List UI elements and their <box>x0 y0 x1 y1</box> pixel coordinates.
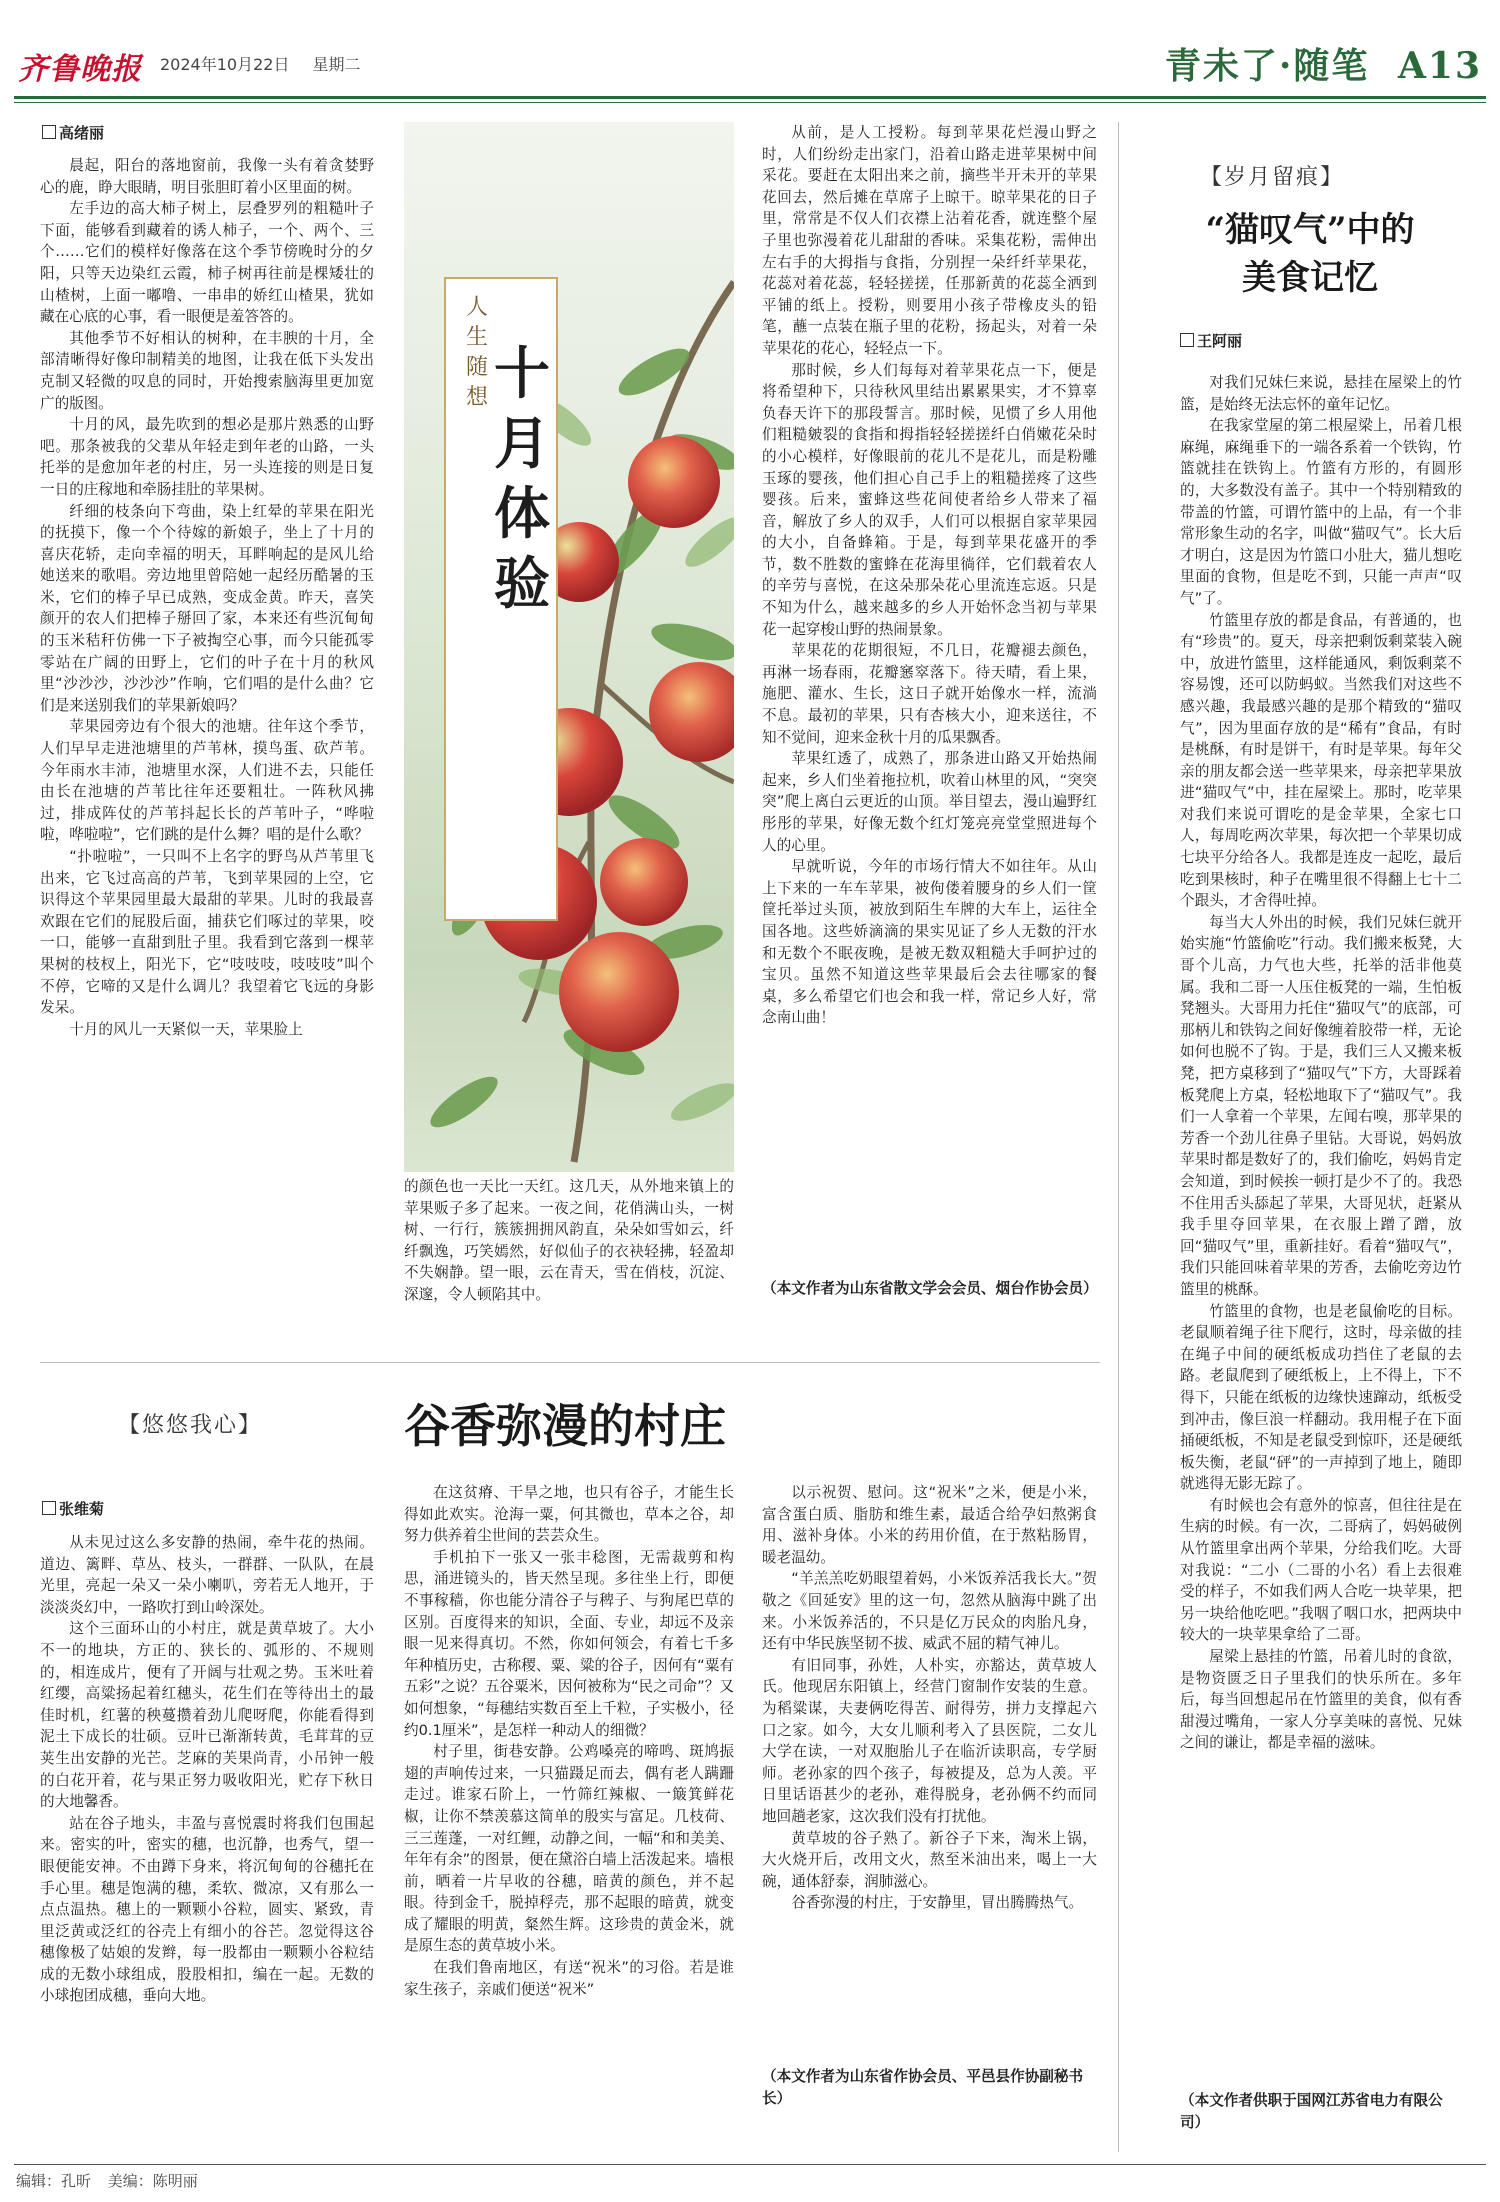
paragraph: 从未见过这么多安静的热闹，牵牛花的热闹。道边、篱畔、草丛、枝头，一群群、一队队，在晨光里，亮起一朵又一朵小喇叭，旁若无人地开，于淡淡炎幻中，一路吹打到山岭深处。 <box>40 1534 374 1616</box>
article3-title: 谷香弥漫的村庄 <box>404 1399 726 1453</box>
paragraph: 十月的风儿一天紧似一天，苹果脸上 <box>69 1020 303 1038</box>
paragraph: 竹篮里存放的都是食品，有普通的，也有“珍贵”的。夏天，母亲把剩饭剩菜装入碗中，放进竹篮里，这样能通风，剩饭剩菜不容易馊，还可以防蚂蚁。当然我们对这些不感兴趣，我最感兴趣的是那个精致的“猫叹气”，因为里面存放的是“稀有”食品，有时是桃酥，有时是饼干，有时是苹果。每年父亲的朋友都会送一些苹果来，母亲把苹果放进“猫叹气”中，挂在屋梁上。那时，吃苹果对我们来说可谓吃的是金苹果，全家七口人，每周吃两次苹果，每次把一个苹果切成七块平分给各人。我都是连皮一起吃，最后吃到果核时，种子在嘴里很不得翻上七十二个跟头，才舍得吐掉。 <box>1180 611 1462 910</box>
article2-author-name: 王阿丽 <box>1197 332 1243 350</box>
editor-credit: 编辑：孔昕 <box>16 2172 92 2190</box>
paragraph: 手机拍下一张又一张丰稔图，无需裁剪和构思，涌进镜头的，皆天然呈现。多往坐上行，即便不事稼穑，你也能分清谷子与稗子、与狗尾巴草的区别。百度得来的知识，全面、专业，却远不及亲眼一见来得真切。不然，你如何领会，有着七千多年种植历史，古称稷、粟、粱的谷子，因何有“粟有五彩”之说？五谷粟米，因何被称为“民之司命”？又如何想象，“每穗结实数百至上千粒，子实极小，径约0.1厘米”，是怎样一种动人的细微？ <box>404 1548 734 1739</box>
section-divider <box>40 1362 1100 1363</box>
paragraph: 早就听说，今年的市场行情大不如往年。从山上下来的一车车苹果，被佝偻着腰身的乡人们一筐筐托举过头顶，被放到陌生车牌的大车上，运往全国各地。这些娇滴滴的果实见证了乡人无数的汗水和无数个不眠夜晚，是被无数双粗糙大手呵护过的宝贝。虽然不知道这些苹果最后会去往哪家的餐桌，多么希望它们也会和我一样，常记乡人好，常念南山曲！ <box>762 858 1097 1027</box>
paragraph: 那时候，乡人们每每对着苹果花点一下，便是将希望种下，只待秋风里结出累累果实，才不算辜负春天许下的那段誓言。那时候，见惯了乡人用他们粗糙皴裂的食指和拇指轻轻搓搓纤白俏嫩花朵时的小心模样，好像眼前的花儿不是花儿，而是粉雕玉琢的婴孩，他们担心自己手上的粗糙搓疼了这些婴孩。后来，蜜蜂这些花间使者给乡人带来了福音，解放了乡人的双手，人们可以根据自家苹果园的大小，自备蜂箱。于是，每到苹果花盛开的季节，数不胜数的蜜蜂在花海里徜徉，它们载着农人的辛劳与喜悦，在这朵那朵花心里流连忘返。只是不知为什么，越来越多的乡人开始怀念当初与苹果花一起穿梭山野的热闹景象。 <box>762 361 1097 638</box>
paragraph: 晨起，阳台的落地窗前，我像一头有着贪婪野心的鹿，睁大眼睛，明目张胆盯着小区里面的树。 <box>40 157 374 196</box>
article1-author-note: （本文作者为山东省散文学会会员、烟台作协会员） <box>762 1280 1098 1297</box>
paragraph: 的颜色也一天比一天红。这几天，从外地来镇上的苹果贩子多了起来。一夜之间，花俏满山头，一树树、一行行，簇簇拥拥风韵直，朵朵如雪如云，纤纤飘逸，巧笑嫣然，好似仙子的衣袂轻拂，轻盈却不失娴静。望一眼，云在青天，雪在俏枝，沉淀、深邃，令人顿陷其中。 <box>404 1178 734 1303</box>
article3-kicker-text: 悠悠我心 <box>142 1413 239 1438</box>
designer-credit: 美编：陈明丽 <box>107 2172 198 2190</box>
article1-author-name: 高绪丽 <box>59 124 105 142</box>
page-footer <box>16 2170 210 2191</box>
byline-box-icon <box>42 1501 56 1515</box>
paragraph: 黄草坡的谷子熟了。新谷子下来，淘米上锅，大火烧开后，改用文火，熬至米油出来，喝上一大碗，通体舒泰，润肺滋心。 <box>762 1829 1097 1890</box>
paragraph: 其他季节不好相认的树种，在丰腴的十月，全部清晰得好像印制精美的地图，让我在低下头发出克制又轻微的叹息的同时，开始搜索脑海里更加宽广的版图。 <box>40 329 374 412</box>
article3-kicker: 【悠悠我心】 <box>118 1413 263 1438</box>
weekday-text: 星期二 <box>312 55 361 74</box>
paragraph: 站在谷子地头，丰盈与喜悦震时将我们包围起来。密实的叶，密实的穗，也沉静，也秀气，望一眼便能安神。不由蹲下身来，将沉甸甸的谷穗托在手心里。穗是饱满的穗，柔软、微凉，又有那么一点点温热。穗上的一颗颗小谷粒，圆实、紧致，青里泛黄或泛红的谷壳上有细小的谷芒。忽觉得这谷穗像极了姑娘的发辫，每一股都由一颗颗小谷粒结成的无数小球组成，股股相扣，编在一起。无数的小球抱团成穗，垂向大地。 <box>40 1814 374 2005</box>
apple-photo <box>404 122 734 1172</box>
article2-kicker-text: 岁月留痕 <box>1224 165 1321 190</box>
article1-column-1 <box>40 155 374 1335</box>
paragraph: 左手边的高大柿子树上，层叠罗列的粗糙叶子下面，能够看到藏着的诱人柿子，一个、两个、三个……它们的模样好像落在这个季节傍晚时分的夕阳，只等天边染红云霞，柿子树再往前是棵矮壮的山楂树，上面一嘟噜、一串串的娇红山楂果，犹如藏在心底的心事，看一眼便是羞答答的。 <box>40 200 374 326</box>
article2-title-line-1: “猫叹气”中的 <box>1205 210 1415 250</box>
paragraph: 村子里，街巷安静。公鸡嗓亮的啼鸣、斑鸠振翅的声响传过来，一只猫蹑足而去，偶有老人蹒跚走过。谁家石阶上，一竹筛红辣椒、一簸箕鲜花椒，让你不禁羡慕这简单的殷实与富足。几枝荷、三三莲蓬，一对红鲤，动静之间，一幅“和和美美、年年有余”的图景，便在黛浴白墙上活泼起来。墙根前，晒着一片早收的谷穗，暗黄的颜色，并不起眼。待到金千，脱掉稃壳，那不起眼的暗黄，就变成了耀眼的明黄，粲然生辉。这珍贵的黄金米，就是原生态的黄草坡小米。 <box>404 1743 734 1955</box>
date-text: 2024年10月22日 <box>160 55 290 74</box>
paragraph: 每当大人外出的时候，我们兄妹仨就开始实施“竹篮偷吃”行动。我们搬来板凳，大哥个儿高，力气也大些，托举的活非他莫属。我和二哥一人压住板凳的一端，生怕板凳翘头。大哥用力托住“猫叹气”的底部，可那柄儿和铁钩之间好像缠着胶带一样，无论如何也脱不了钩。于是，我们三人又搬来板凳，把方桌移到了“猫叹气”下方，大哥踩着板凳爬上方桌，轻松地取下了“猫叹气”。我们一人拿着一个苹果，左闻右嗅，那苹果的芳香一个劲儿往鼻子里钻。大哥说，妈妈放苹果时都是数好了的，我们偷吃，妈妈肯定会知道，到时候挨一顿打是少不了的。我恐不住用舌头舔起了苹果，大哥见状，赶紧从我手里夺回苹果，在衣服上蹭了蹭，放回“猫叹气”里，重新挂好。看着“猫叹气”，我们只能回味着苹果的芳香，去偷吃旁边竹篮里的桃酥。 <box>1180 913 1462 1298</box>
article1-title: 十月体验 <box>494 341 550 617</box>
page-number: A13 <box>1397 45 1482 87</box>
paragraph: 屋梁上悬挂的竹篮，吊着儿时的食欲，是物资匮乏日子里我们的快乐所在。多年后，每当回想起吊在竹篮里的美食，似有香甜漫过嘴角，一家人分享美味的喜悦、兄妹之间的谦让，都是幸福的滋味。 <box>1180 1648 1462 1752</box>
article3-column-3 <box>762 1482 1097 2057</box>
article1-title-frame <box>444 277 558 921</box>
paragraph: 在我们鲁南地区，有送“祝米”的习俗。若是谁家生孩子，亲戚们便送“祝米” <box>404 1959 734 1998</box>
paragraph: 对我们兄妹仨来说，悬挂在屋梁上的竹篮，是始终无法忘怀的童年记忆。 <box>1180 374 1462 413</box>
article3-author <box>42 1498 104 1519</box>
newspaper-logo: 齐鲁晚报 <box>18 52 142 87</box>
article1-column-3 <box>762 122 1097 1272</box>
paragraph: 纤细的枝条向下弯曲，染上红晕的苹果在阳光的抚摸下，像一个个待嫁的新娘子，坐上了十月的喜庆花轿，走向幸福的明天，耳畔响起的是风儿给她送来的歌唱。旁边地里曾陪她一起经历酷暑的玉米，它们的棒子早已成熟，变成金黄。昨天，喜笑颜开的农人们把棒子掰回了家，本来还有些沉甸甸的玉米秸秆仿佛一下子被掏空心事，而今只能孤零零站在广阔的田野上，它们的叶子在十月的秋风里“沙沙沙，沙沙沙”作响，它们唱的是什么曲？它们是来送别我们的苹果新娘吗？ <box>40 502 374 714</box>
paragraph: 有旧同事，孙姓，人朴实，亦豁达，黄草坡人氏。他现居东阳镇上，经营门窗制作安装的生意。为稻粱谋，夫妻俩吃得苦、耐得劳，拼力支撑起六口之家。如今，大女儿顺利考入了县医院，二女儿大学在读，一对双胞胎儿子在临沂读职高，专学厨师。老孙家的四个孩子，每被提及，总为人羡。平日里话语甚少的老孙，难得脱身，老孙俩不约而同地回趟老家，这次我们没有打扰他。 <box>762 1656 1097 1825</box>
article2-kicker: 【岁月留痕】 <box>1200 165 1345 190</box>
paragraph: “羊羔羔吃奶眼望着妈，小米饭养活我长大。”贺敬之《回延安》里的这一句，忽然从脑海中跳了出来。小米饭养活的，不只是亿万民众的肉胎凡身，还有中华民族坚韧不拔、威武不屈的精气神儿。 <box>762 1570 1097 1653</box>
paragraph: 苹果园旁边有个很大的池塘。往年这个季节，人们早早走进池塘里的芦苇林，摸鸟蛋、砍芦苇。今年雨水丰沛，池塘里水深，人们进不去，只能任由长在池塘的芦苇比往年还要粗壮。一阵秋风拂过，排成阵仗的芦苇抖起长长的芦苇叶子，“哗啦啦，哗啦啦”，它们跳的是什么舞？唱的是什么歌？ <box>40 718 374 844</box>
byline-box-icon <box>42 125 56 139</box>
article2-author <box>1180 330 1242 351</box>
section-title <box>1165 38 1482 89</box>
article2-author-note: （本文作者供职于国网江苏省电力有限公司） <box>1180 2092 1443 2131</box>
paragraph: 在我家堂屋的第二根屋梁上，吊着几根麻绳，麻绳垂下的一端各系着一个铁钩，竹篮就挂在铁钩上。竹篮有方形的，有圆形的，大多数没有盖子。其中一个特别精致的带盖的竹篮，可谓竹篮中的上品，有一个非常形象生动的名字，叫做“猫叹气”。长大后才明白，这是因为竹篮口小肚大，猫儿想吃里面的食物，但是吃不到，只能一声声“叹气”了。 <box>1180 417 1462 607</box>
paragraph: 苹果花的花期很短，不几日，花瓣褪去颜色，再淋一场春雨，花瓣窸窣落下。待天晴，看上果，施肥、灌水、生长，这日子就开始像水一样，流淌不息。最初的苹果，只有杏核大小，迎来送往，不知不觉间，迎来金秋十月的瓜果飘香。 <box>762 642 1097 746</box>
article2-title-line-2: 美食记忆 <box>1242 258 1378 298</box>
paragraph: “扑啦啦”，一只叫不上名字的野鸟从芦苇里飞出来，它飞过高高的芦苇，飞到苹果园的上空，它识得这个苹果园里最大最甜的苹果。儿时的我最喜欢跟在它们的屁股后面，捕获它们啄过的苹果，咬一口，能够一直甜到肚子里。我看到它落到一棵苹果树的枝杈上，阳光下，它“吱吱吱，吱吱吱”叫个不停，它啼的又是什么调儿？我望着它飞远的身影发呆。 <box>40 848 374 1017</box>
article3-author-note: （本文作者为山东省作协会员、平邑县作协副秘书长） <box>762 2068 1084 2107</box>
article3-column-2 <box>404 1482 734 2152</box>
paragraph: 从前，是人工授粉。每到苹果花烂漫山野之时，人们纷纷走出家门，沿着山路走进苹果树中间采花。要赶在太阳出来之前，摘些半开未开的苹果花回去，然后摊在草席子上晾干。晾苹果花的日子里，常常是不仅人们衣襟上沾着花香，就连整个屋子里也弥漫着花儿甜甜的香味。采集花粉，需伸出左右手的大拇指与食指，分别捏一朵纤纤苹果花，花蕊对着花蕊，轻轻搓搓，任那新黄的花蕊全洒到平铺的纸上。授粉，则要用小孩子带橡皮头的铅笔，蘸一点装在瓶子里的花粉，扬起头，对着一朵苹果花的花心，轻轻点一下。 <box>762 124 1097 357</box>
paragraph: 这个三面环山的小村庄，就是黄草坡了。大小不一的地块，方正的、狭长的、弧形的、不规则的，相连成片，便有了开阔与壮观之势。玉米吐着红缨，高粱扬起着红穗头，花生们在等待出土的最佳时机，红薯的秧蔓攒着劲儿爬呀爬，你能看得到泥土下成长的壮硕。豆叶已渐渐转黄，毛茸茸的豆荚生出安静的光芒。芝麻的芙果尚青，小吊钟一般的白花开着，花与果正努力吸收阳光，贮存下秋日的大地馨香。 <box>40 1620 374 1811</box>
paragraph: 竹篮里的食物，也是老鼠偷吃的目标。老鼠顺着绳子往下爬行，这时，母亲做的挂在绳子中间的硬纸板成功挡住了老鼠的去路。老鼠爬到了硬纸板上，上不得上，下不得下，只能在纸板的边缘快速蹿动，纸板受到冲击，像巨浪一样翻动。我用棍子在下面捅硬纸板，不知是老鼠受到惊吓，还是硬纸板失衡，老鼠“砰”的一声掉到了地上，随即就逃得无影无踪了。 <box>1180 1302 1462 1493</box>
article2-title <box>1140 206 1480 302</box>
paragraph: 有时候也会有意外的惊喜，但往往是在生病的时候。有一次，二哥病了，妈妈破例从竹篮里拿出两个苹果，分给我们吃。大哥对我说：“二小（二哥的小名）看上去很难受的样子，不如我们两人合吃一块苹果，把另一块给他吃吧。”我咽了咽口水，把两块中较大的一块苹果拿给了二哥。 <box>1180 1496 1462 1644</box>
article1-author <box>42 122 104 143</box>
paragraph: 谷香弥漫的村庄，于安静里，冒出腾腾热气。 <box>791 1894 1084 1912</box>
header-rule-thin <box>14 102 1486 103</box>
column-divider <box>1118 122 1119 2152</box>
footer-rule <box>14 2164 1486 2165</box>
paragraph: 在这贫瘠、干旱之地，也只有谷子，才能生长得如此欢实。沧海一粟，何其微也，草本之谷，却努力供养着尘世间的芸芸众生。 <box>404 1484 734 1545</box>
section-name: 青未了·随笔 <box>1164 45 1370 87</box>
article2-body <box>1180 372 1462 2080</box>
paragraph: 苹果红透了，成熟了，那条进山路又开始热闹起来，乡人们坐着拖拉机，吹着山林里的风，“突突突”爬上离白云更近的山顶。举目望去，漫山遍野红彤彤的苹果，好像无数个红灯笼亮亮堂堂照进每个人的心里。 <box>762 750 1097 854</box>
issue-date <box>160 52 379 75</box>
byline-box-icon <box>1180 333 1194 347</box>
article1-column-2 <box>404 1176 734 1356</box>
paragraph: 十月的风，最先吹到的想必是那片熟悉的山野吧。那条被我的父辈从年轻走到年老的山路，一头托举的是愈加年老的村庄，另一头连接的则是日复一日的庄稼地和牵肠挂肚的苹果树。 <box>40 416 374 498</box>
article3-author-name: 张维菊 <box>59 1500 105 1518</box>
article1-kicker: 人生随想 <box>465 295 488 410</box>
header-rule <box>14 96 1486 99</box>
paragraph: 以示祝贺、慰问。这“祝米”之米，便是小米，富含蛋白质、脂肪和维生素，最适合给孕妇熬粥食用、滋补身体。小米的药用价值，在于熬粘肠胃，暖老温幼。 <box>762 1484 1097 1566</box>
article3-column-1 <box>40 1532 374 2152</box>
